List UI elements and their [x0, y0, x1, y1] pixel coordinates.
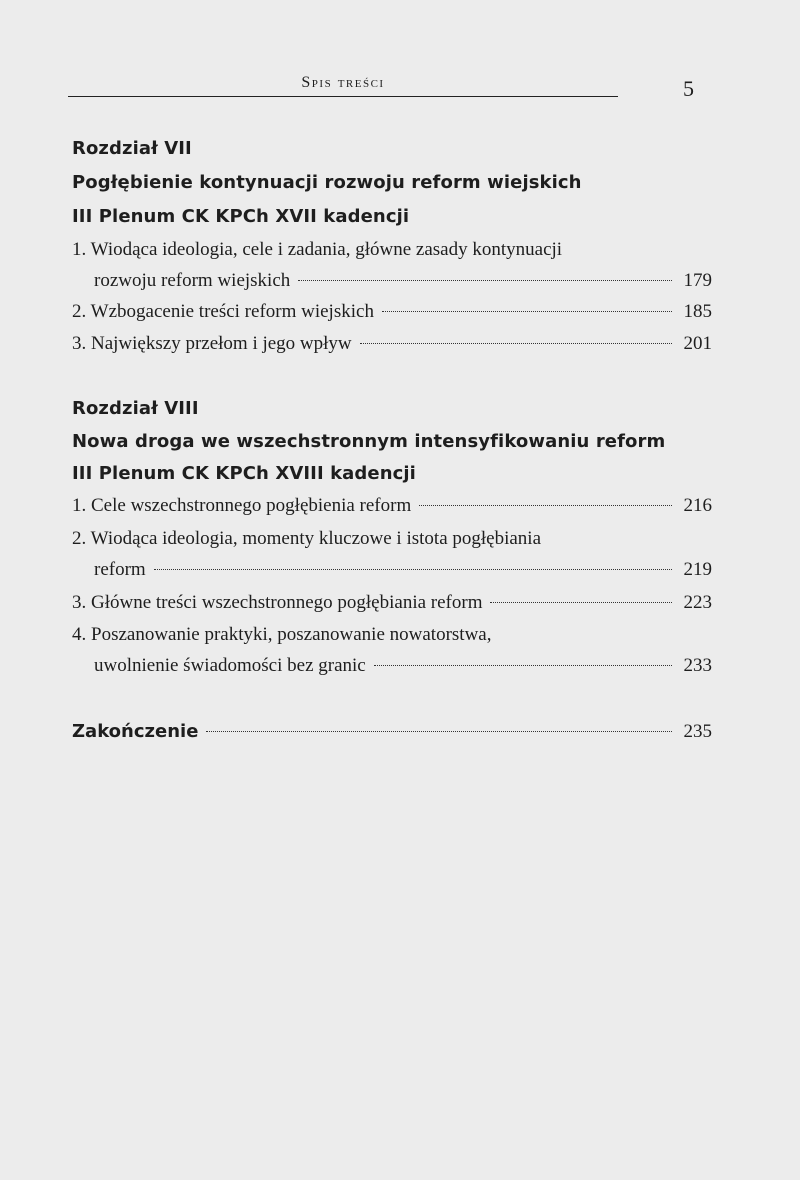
- toc-entry-7-3[interactable]: [72, 331, 712, 357]
- dot-leader: [490, 602, 672, 603]
- toc-entry-text: uwolnienie świadomości bez granic: [94, 655, 366, 676]
- toc-entry-text: reform: [94, 559, 146, 580]
- chapter-8-subtitle: III Plenum CK KPCh XVIII kadencji: [72, 463, 416, 484]
- toc-entry-page: 216: [683, 495, 712, 516]
- toc-entry-page: 179: [683, 270, 712, 291]
- chapter-7-subtitle: III Plenum CK KPCh XVII kadencji: [72, 206, 410, 227]
- toc-entry-7-1[interactable]: [94, 268, 712, 294]
- dot-leader: [360, 343, 672, 344]
- page-number: 5: [683, 76, 694, 101]
- toc-entry-text: 2. Wzbogacenie treści reform wiejskich: [72, 301, 374, 322]
- dot-leader: [206, 731, 672, 732]
- toc-entry-8-1[interactable]: [72, 493, 712, 519]
- toc-entry-7-2[interactable]: [72, 299, 712, 325]
- toc-entry-text: 3. Główne treści wszechstronnego pogłębiania reform: [72, 592, 483, 613]
- toc-entry-page: 235: [683, 721, 712, 742]
- toc-entry-page: 223: [683, 592, 712, 613]
- toc-entry-8-4[interactable]: [94, 653, 712, 679]
- toc-entry-text: 3. Największy przełom i jego wpływ: [72, 333, 352, 354]
- header-rule: [68, 96, 618, 97]
- dot-leader: [419, 505, 672, 506]
- dot-leader: [154, 569, 672, 570]
- toc-entry-8-2[interactable]: [94, 557, 712, 583]
- toc-entry-text: rozwoju reform wiejskich: [94, 270, 291, 291]
- conclusion-label: Zakończenie: [72, 721, 199, 742]
- toc-entry-page: 201: [683, 333, 712, 354]
- chapter-8-title: Nowa droga we wszechstronnym intensyfikowaniu reform: [72, 431, 666, 452]
- toc-entry-8-2-line1: 2. Wiodąca ideologia, momenty kluczowe i istota pogłębiania: [72, 528, 542, 549]
- dot-leader: [298, 280, 672, 281]
- dot-leader: [382, 311, 672, 312]
- chapter-7-label: Rozdział VII: [72, 138, 192, 159]
- toc-entry-page: 185: [683, 301, 712, 322]
- toc-entry-page: 219: [683, 559, 712, 580]
- running-head: Spis treści: [301, 74, 385, 91]
- toc-entry-8-3[interactable]: [72, 590, 712, 616]
- toc-entry-8-4-line1: 4. Poszanowanie praktyki, poszanowanie nowatorstwa,: [72, 624, 492, 645]
- toc-entry-page: 233: [683, 655, 712, 676]
- dot-leader: [374, 665, 672, 666]
- toc-entry-7-1-line1: 1. Wiodąca ideologia, cele i zadania, główne zasady kontynuacji: [72, 239, 563, 260]
- toc-entry-text: 1. Cele wszechstronnego pogłębienia reform: [72, 495, 412, 516]
- chapter-8-label: Rozdział VIII: [72, 398, 199, 419]
- toc-entry-conclusion[interactable]: [72, 719, 712, 745]
- chapter-7-title: Pogłębienie kontynuacji rozwoju reform wiejskich: [72, 172, 582, 193]
